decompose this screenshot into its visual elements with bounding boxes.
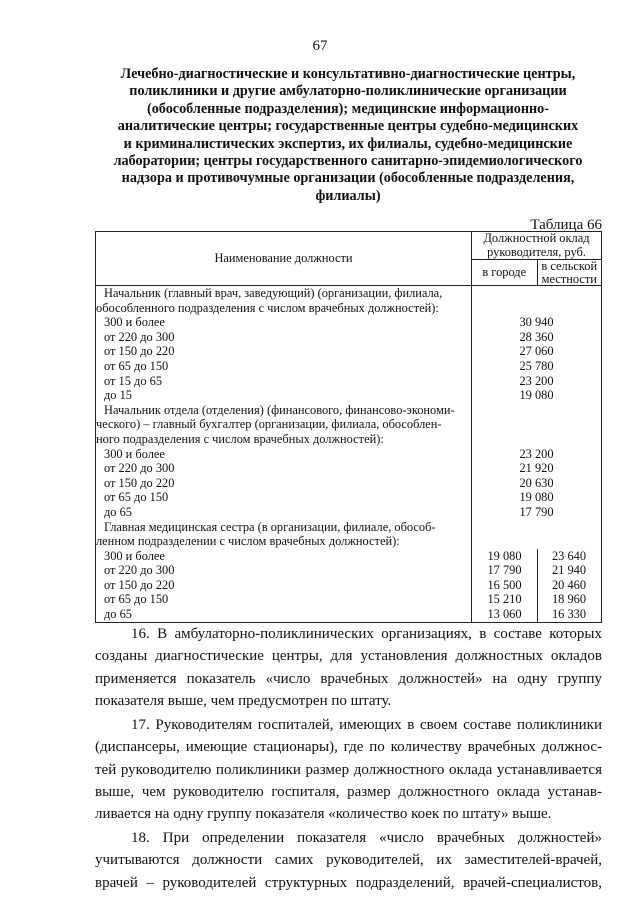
rural-salary-value: 23 640	[551, 548, 587, 563]
heading-line: Лечебно-диагностические и консультативно-диагностические центры,	[120, 66, 576, 82]
salary-value: 30 940	[519, 315, 554, 330]
paragraph-line: (диспансеры, имеющие стационары), где по количеству врачебных должнос-	[95, 739, 602, 756]
section-title-line: ческого) – главный бухгалтер (организации, филиала, обособлен-	[96, 417, 442, 432]
rural-salary-value: 18 960	[551, 592, 587, 607]
table-label: Таблица 66	[530, 217, 602, 233]
salary-header-line: Должностной оклад	[483, 231, 590, 245]
salary-header-line: руководителя, руб.	[487, 244, 586, 259]
city-salary-value: 16 500	[487, 577, 522, 592]
document-heading	[100, 66, 596, 205]
salary-value: 23 200	[519, 373, 554, 388]
heading-line: (обособленные подразделения); медицинские информационно-	[146, 100, 550, 117]
column-header-position: Наименование должности	[96, 232, 472, 286]
paragraph-line: применяется показатель «число врачебных должностей» на одну группу	[95, 670, 602, 687]
column-header-city: в городе	[472, 260, 538, 286]
heading-line: лаборатории; центры государственного санитарно-эпидемиологического	[113, 153, 583, 170]
paragraph-line: врачей – руководителей структурных подразделений, врачей-специалистов,	[95, 874, 602, 891]
rural-salary-value: 16 330	[551, 607, 587, 622]
heading-line: поликлиники и другие амбулаторно-поликлинические организации	[129, 83, 567, 100]
row-label: от 65 до 150	[104, 592, 169, 607]
row-label: от 150 до 220	[104, 344, 175, 359]
section-title-line: обособленного подразделения с числом врачебных должностей):	[96, 300, 439, 315]
row-label: 300 и более	[104, 315, 165, 330]
heading-line: надзора и противочумные организации (обособленные подразделения,	[121, 170, 575, 187]
position-column	[96, 286, 472, 623]
paragraph-16	[95, 623, 602, 712]
rural-header-line: в сельской	[541, 259, 598, 273]
row-label: до 65	[104, 607, 132, 622]
salary-value: 19 080	[519, 490, 554, 505]
salary-value: 21 920	[519, 461, 554, 476]
row-label: до 15	[104, 388, 132, 403]
row-label: 300 и более	[104, 548, 165, 563]
salary-value: 19 080	[519, 388, 554, 403]
salary-value: 20 630	[519, 475, 554, 490]
row-label: от 65 до 150	[104, 490, 169, 505]
row-label: от 15 до 65	[104, 373, 163, 388]
paragraph-line: созданы диагностические центры, для установления должностных окладов	[95, 648, 602, 665]
paragraph-line: выше, чем руководителю госпиталя, размер должностного оклада устанав-	[95, 783, 602, 800]
column-header-salary	[472, 232, 602, 260]
row-label: от 220 до 300	[104, 563, 175, 578]
paragraph-18	[95, 827, 602, 894]
paragraph-line: ливается на одну группу показателя «количество коек по штату» выше.	[95, 806, 552, 823]
city-salary-value: 15 210	[487, 592, 522, 607]
row-label: от 220 до 300	[104, 329, 175, 344]
section-title-line: ного подразделения с числом врачебных должностей):	[96, 431, 384, 446]
column-divider	[537, 549, 538, 622]
rural-header-line: местности	[541, 271, 597, 286]
section-title-line: Начальник (главный врач, заведующий) (организации, филиала,	[104, 286, 443, 300]
row-label: от 220 до 300	[104, 461, 175, 476]
salary-value: 28 360	[519, 329, 554, 344]
heading-line: аналитические центры; государственные центры судебно-медицинских	[117, 118, 579, 135]
page-number: 67	[312, 38, 328, 54]
rural-salary-value: 21 940	[551, 563, 587, 578]
split-values-block	[472, 549, 601, 622]
rural-salary-value: 20 460	[551, 577, 587, 592]
section-title-line: ленном подразделении с числом врачебных должностей):	[96, 534, 400, 549]
row-label: от 150 до 220	[104, 475, 175, 490]
salary-value: 23 200	[519, 446, 554, 461]
heading-line: и криминалистических экспертиз, их филиалы, судебно-медицинские	[123, 135, 573, 152]
city-salary-value: 13 060	[487, 607, 522, 622]
row-label: от 150 до 220	[104, 577, 175, 592]
salary-value: 17 790	[519, 504, 554, 519]
paragraph-line: показателя выше, чем предусмотрен по штату.	[95, 692, 392, 709]
paragraph-line: 18. При определении показателя «число врачебных должностей»	[131, 830, 602, 846]
paragraph-line: 17. Руководителям госпиталей, имеющих в своем составе поликлиники	[131, 717, 602, 733]
salary-value: 27 060	[519, 344, 554, 359]
salary-values-column	[472, 286, 602, 623]
row-label: до 65	[104, 504, 132, 519]
salary-value: 25 780	[519, 358, 554, 373]
city-salary-value: 19 080	[487, 548, 522, 563]
row-label: от 65 до 150	[104, 358, 169, 373]
salary-table	[95, 231, 602, 623]
heading-line: филиалы)	[315, 187, 381, 204]
column-header-rural	[537, 260, 602, 286]
section-title-line: Главная медицинская сестра (в организации, филиале, обособ-	[104, 519, 436, 534]
row-label: 300 и более	[104, 446, 165, 461]
section-title-line: Начальник отдела (отделения) (финансового, финансово-экономи-	[104, 402, 455, 417]
city-salary-value: 17 790	[487, 563, 522, 578]
paragraph-17	[95, 714, 602, 825]
paragraph-line: 16. В амбулаторно-поликлинических организациях, в составе которых	[131, 626, 602, 642]
paragraph-line: тей руководителю поликлиники размер должностного оклада устанавливается	[95, 761, 602, 778]
paragraph-line: учитываются должности самих руководителей, их заместителей-врачей,	[95, 852, 602, 869]
